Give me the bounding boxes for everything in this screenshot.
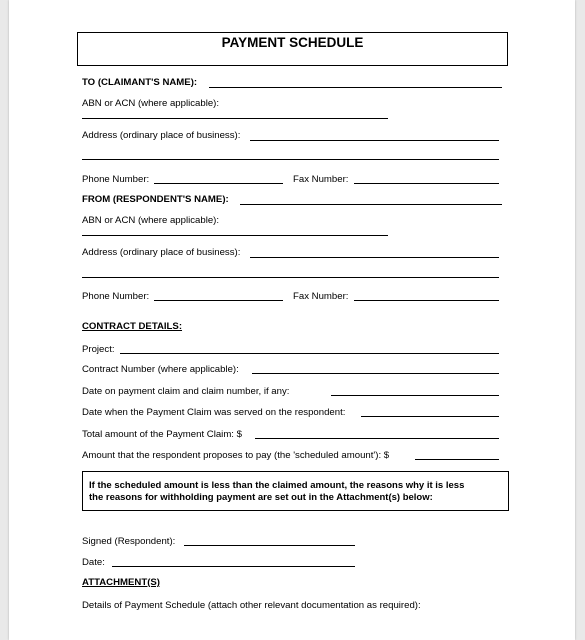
total-amount-label: Total amount of the Payment Claim: $ [82, 429, 242, 440]
date-served-field[interactable] [361, 416, 499, 417]
respondent-abn-label: ABN or ACN (where applicable): [82, 215, 220, 226]
project-field[interactable] [120, 353, 499, 354]
respondent-address-field-2[interactable] [82, 277, 499, 278]
scheduled-amount-label: Amount that the respondent proposes to pay (the 'scheduled amount'): $ [82, 450, 390, 461]
claimant-name-field[interactable] [209, 87, 502, 88]
signature-date-label: Date: [82, 557, 105, 568]
date-served-label: Date when the Payment Claim was served on the respondent: [82, 407, 346, 418]
attachment-heading: ATTACHMENT(S) [82, 577, 160, 588]
signature-date-field[interactable] [112, 566, 355, 567]
claimant-fax-field[interactable] [354, 183, 499, 184]
respondent-phone-label: Phone Number: [82, 291, 150, 302]
claimant-phone-label: Phone Number: [82, 174, 150, 185]
claimant-name-label: TO (CLAIMANT'S NAME): [82, 77, 198, 88]
scheduled-amount-field[interactable] [415, 459, 499, 460]
total-amount-field[interactable] [255, 438, 499, 439]
claimant-fax-label: Fax Number: [293, 174, 349, 185]
claimant-abn-label: ABN or ACN (where applicable): [82, 98, 220, 109]
respondent-phone-field[interactable] [154, 300, 283, 301]
document-page [9, 0, 575, 640]
respondent-name-label: FROM (RESPONDENT'S NAME): [82, 194, 229, 205]
claimant-address-field-1[interactable] [250, 140, 499, 141]
claimant-phone-field[interactable] [154, 183, 283, 184]
title-box [77, 32, 508, 66]
claimant-abn-field[interactable] [82, 118, 388, 119]
reasons-note-line-2: the reasons for withholding payment are set out in the Attachment(s) below: [89, 492, 433, 503]
reasons-note-box [82, 471, 509, 511]
attachment-details-label: Details of Payment Schedule (attach other relevant documentation as required): [82, 600, 421, 611]
contract-number-field[interactable] [252, 373, 499, 374]
respondent-abn-field[interactable] [82, 235, 388, 236]
reasons-note-line-1: If the scheduled amount is less than the claimed amount, the reasons why it is less [89, 480, 465, 491]
signed-field[interactable] [184, 545, 355, 546]
respondent-fax-field[interactable] [354, 300, 499, 301]
contract-details-heading: CONTRACT DETAILS: [82, 321, 183, 332]
page-title: PAYMENT SCHEDULE [221, 35, 364, 50]
contract-number-label: Contract Number (where applicable): [82, 364, 239, 375]
respondent-address-label: Address (ordinary place of business): [82, 247, 241, 258]
date-claim-label: Date on payment claim and claim number, if any: [82, 386, 290, 397]
project-label: Project: [82, 344, 115, 355]
signed-label: Signed (Respondent): [82, 536, 176, 547]
date-claim-field[interactable] [331, 395, 499, 396]
claimant-address-label: Address (ordinary place of business): [82, 130, 241, 141]
respondent-address-field-1[interactable] [250, 257, 499, 258]
claimant-address-field-2[interactable] [82, 159, 499, 160]
respondent-name-field[interactable] [240, 204, 502, 205]
respondent-fax-label: Fax Number: [293, 291, 349, 302]
